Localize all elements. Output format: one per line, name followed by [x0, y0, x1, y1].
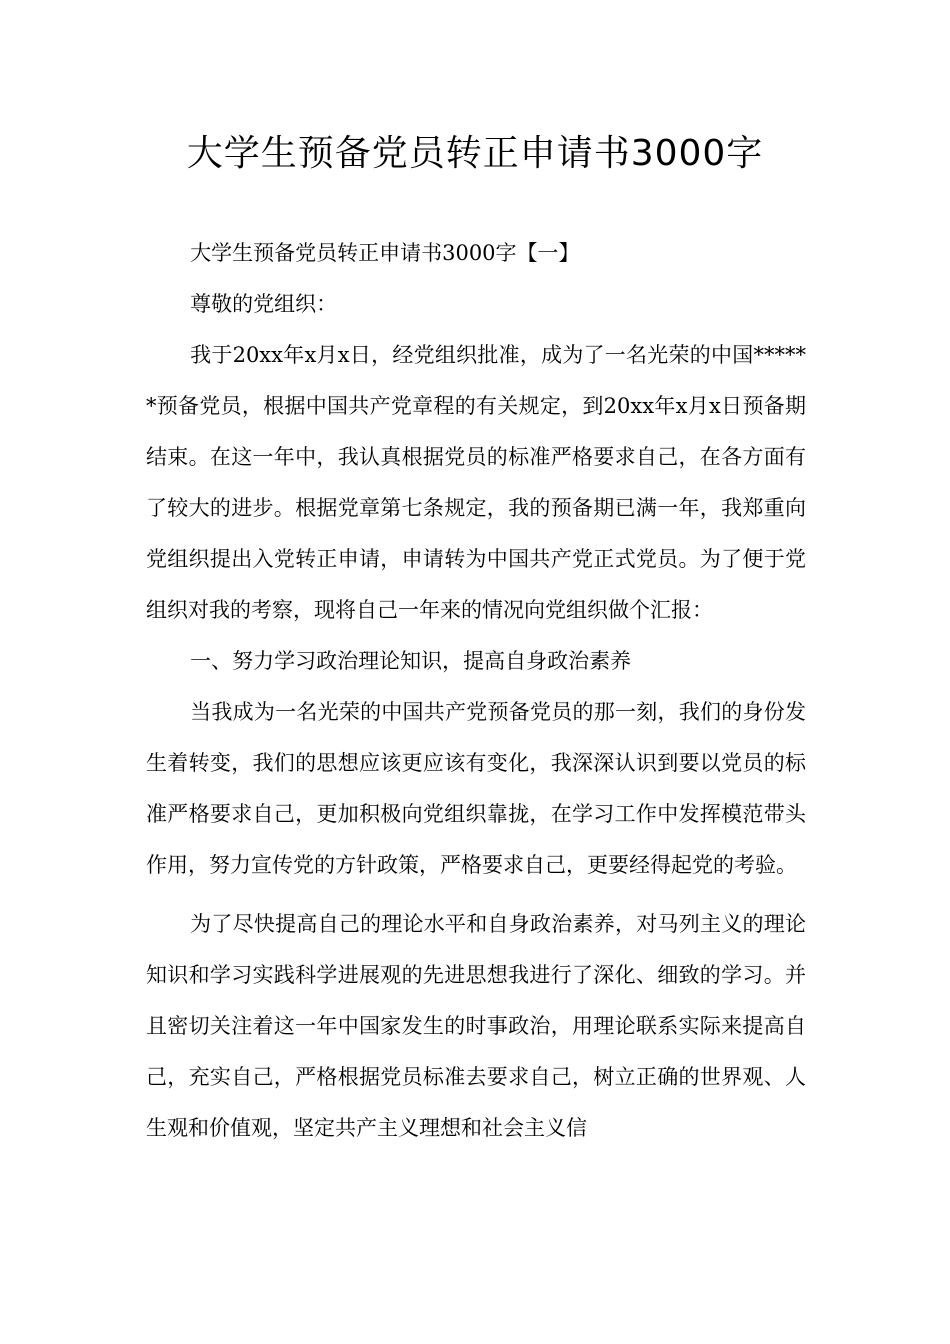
paragraph-theory: 为了尽快提高自己的理论水平和自身政治素养，对马列主义的理论知识和学习实践科学进展观的先进思想我进行了深化、细致的学习。并且密切关注着这一年中国家发生的时事政治，用理论联系实际来提高自己，充实自己，严格根据党员标准去要求自己，树立正确的世界观、人生观和价值观，坚定共产主义理想和社会主义信: [146, 912, 806, 1140]
section-heading: 大学生预备党员转正申请书3000字【一】: [190, 241, 580, 265]
subheading-study: 一、努力学习政治理论知识，提高自身政治素养: [190, 649, 632, 673]
paragraph-intro: 我于20xx年x月x日，经党组织批准，成为了一名光荣的中国******预备党员，根据中国共产党章程的有关规定，到20xx年x月x日预备期结束。在这一年中，我认真根据党员的标准严格要求自己，在各方面有了较大的进步。根据党章第七条规定，我的预备期已满一年，我郑重向党组织提出入党转正申请，申请转为中国共产党正式党员。为了便于党组织对我的考察，现将自己一年来的情况向党组织做个汇报：: [146, 343, 806, 622]
document-body: [146, 228, 806, 1154]
salutation: 尊敬的党组织：: [190, 292, 338, 316]
paragraph-identity: 当我成为一名光荣的中国共产党预备党员的那一刻，我们的身份发生着转变，我们的思想应该更应该有变化，我深深认识到要以党员的标准严格要求自己，更加积极向党组织靠拢，在学习工作中发挥模范带头作用，努力宣传党的方针政策，严格要求自己，更要经得起党的考验。: [146, 700, 806, 877]
document-title: 大学生预备党员转正申请书3000字: [186, 133, 764, 174]
